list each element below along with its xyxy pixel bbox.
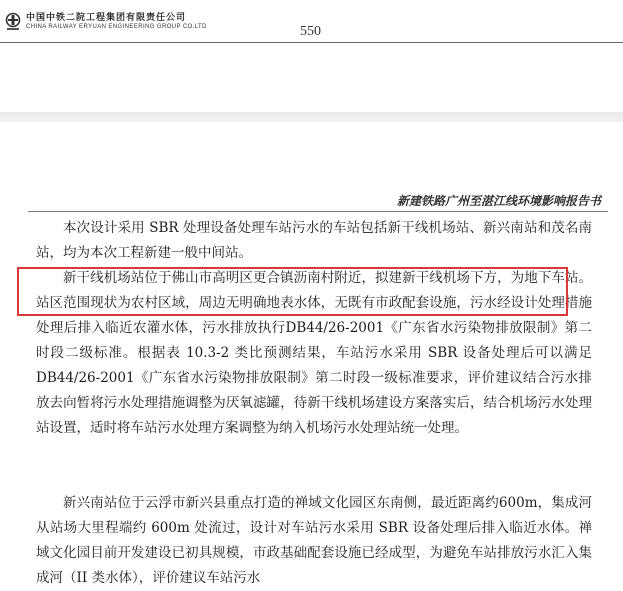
page-number: 550 [300, 24, 321, 39]
paragraph-stations-intro: 本次设计采用 SBR 处理设备处理车站污水的车站包括新干线机场站、新兴南站和茂名南站，均为本次工程新建一般中间站。 [36, 220, 592, 261]
document-page [0, 122, 623, 586]
company-logo-icon [5, 12, 21, 32]
company-name-en: CHINA RAILWAY ERYUAN ENGINEERING GROUP CO.LTD [26, 24, 207, 30]
page-gap [0, 112, 623, 122]
previous-page-top [0, 0, 623, 112]
company-name-cn: 中国中铁二院工程集团有限责任公司 [26, 13, 187, 23]
paragraph-xinxing-south-station: 新兴南站位于云浮市新兴县重点打造的禅域文化园区东南侧，最近距离约600m，集成河从站场大里程端约 600m 处流过，设计对车站污水采用 SBR 设备处理后排入临近水体。禅域文化园目前开发建设已初具规模，市政基础配套设施已经成型，为避免车站排放污水汇入集成河（II 类水体），评价建议车站污水 [36, 495, 592, 586]
paragraph-airport-station: 新干线机场站位于佛山市高明区更合镇沥南村附近，拟建新干线机场下方，为地下车站。站区范围现状为农村区域，周边无明确地表水体，无既有市政配套设施，污水经设计处理措施处理后排入临近农灌水体，污水排放执行DB44/26-2001《广东省水污染物排放限制》第二时段二级标准。根据表 10.3-2 类比预测结果，车站污水采用 SBR 设备处理后可以满足 DB44/26-2001《广东省水污染物排放限制》第二时段一级标准要求，评价建议结合污水排放去向暂将污水处理措施调整为厌氧滤罐，待新干线机场建设方案落实后，结合机场污水处理站设置，适时将车站污水处理方案调整为纳入机场污水处理站统一处理。 [36, 270, 592, 436]
running-header: 新建铁路广州至湛江线环境影响报告书 [396, 194, 601, 208]
running-header-divider [28, 211, 608, 212]
highlight-annotation-box [17, 267, 568, 316]
header-divider [0, 42, 623, 43]
